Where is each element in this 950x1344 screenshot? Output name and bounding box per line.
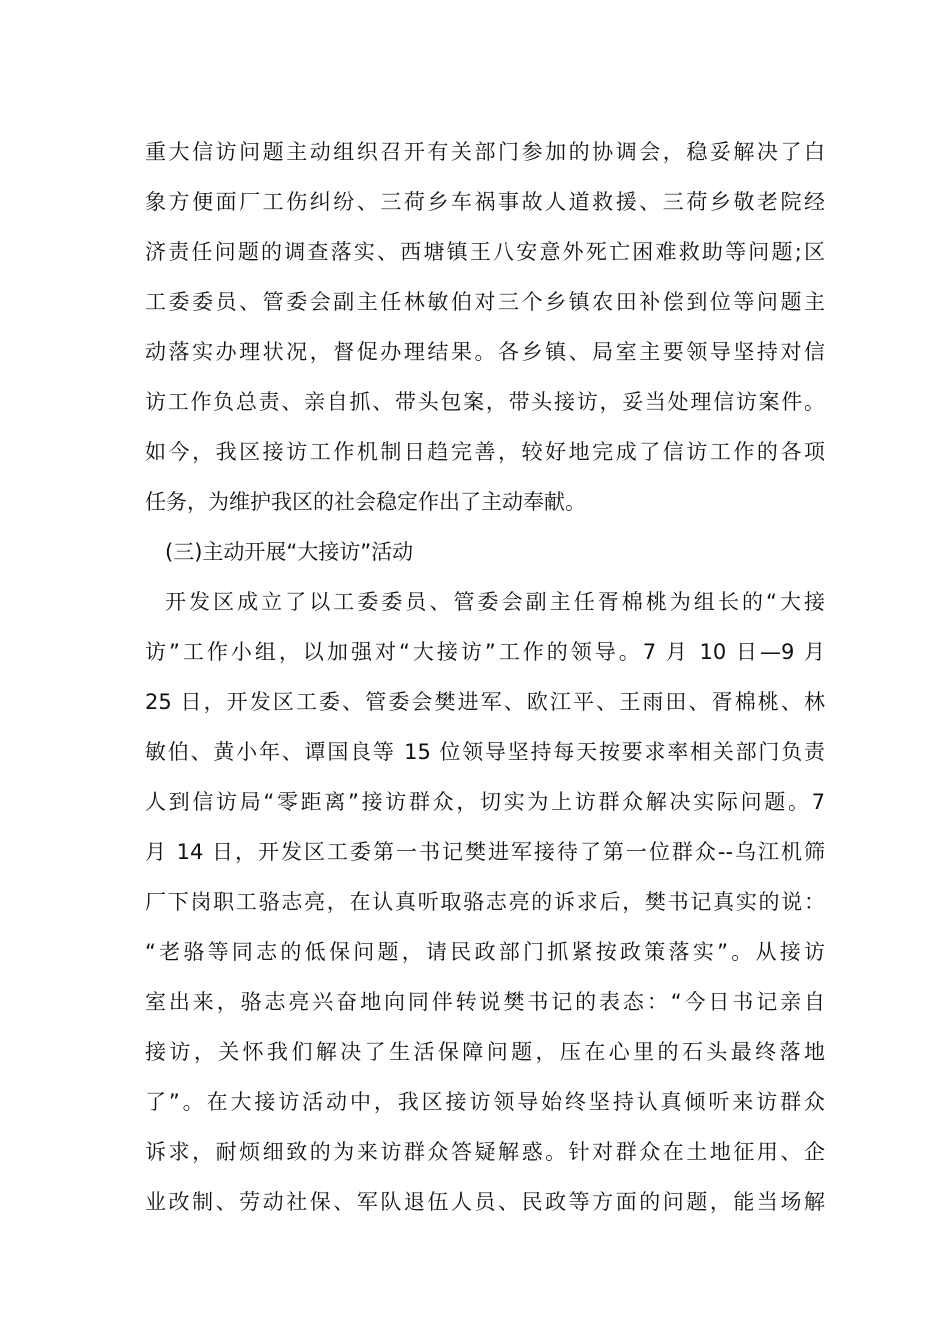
text-line: 业改制、劳动社保、军队退伍人员、民政等方面的问题，能当场解 [145,1190,825,1214]
section-heading: (三)主动开展“大接访”活动 [165,540,414,564]
text-line: 室出来，骆志亮兴奋地向同伴转说樊书记的表态：“今日书记亲自 [145,990,825,1014]
text-line: 重大信访问题主动组织召开有关部门参加的协调会，稳妥解决了白 [145,140,825,164]
text-line: 工委委员、管委会副主任林敏伯对三个乡镇农田补偿到位等问题主 [145,290,825,314]
text-line: 了”。在大接访活动中，我区接访领导始终坚持认真倾听来访群众 [145,1090,825,1114]
paragraph-first-line: 开发区成立了以工委委员、管委会副主任胥棉桃为组长的“大接 [165,590,825,614]
text-line: 厂下岗职工骆志亮，在认真听取骆志亮的诉求后，樊书记真实的说： [145,890,825,914]
text-line: 25 日，开发区工委、管委会樊进军、欧江平、王雨田、胥棉桃、林 [145,690,825,714]
text-line: 接访，关怀我们解决了生活保障问题，压在心里的石头最终落地 [145,1040,825,1064]
text-line: 敏伯、黄小年、谭国良等 15 位领导坚持每天按要求率相关部门负责 [145,740,825,764]
text-line: 动落实办理状况，督促办理结果。各乡镇、局室主要领导坚持对信 [145,340,825,364]
text-line: 济责任问题的调查落实、西塘镇王八安意外死亡困难救助等问题;区 [145,240,825,264]
text-line: 如今，我区接访工作机制日趋完善，较好地完成了信访工作的各项 [145,440,825,464]
text-line: 访工作负总责、亲自抓、带头包案，带头接访，妥当处理信访案件。 [145,390,825,414]
text-line: 诉求，耐烦细致的为来访群众答疑解惑。针对群众在土地征用、企 [145,1140,825,1164]
text-line: “老骆等同志的低保问题，请民政部门抓紧按政策落实”。从接访 [145,940,825,964]
text-line: 月 14 日，开发区工委第一书记樊进军接待了第一位群众--乌江机筛 [145,840,825,864]
text-line: 象方便面厂工伤纠纷、三荷乡车祸事故人道救援、三荷乡敬老院经 [145,190,825,214]
text-line: 任务，为维护我区的社会稳定作出了主动奉献。 [145,490,586,514]
text-line: 访”工作小组，以加强对“大接访”工作的领导。7 月 10 日—9 月 [145,640,825,664]
text-line: 人到信访局“零距离”接访群众，切实为上访群众解决实际问题。7 [145,790,825,814]
